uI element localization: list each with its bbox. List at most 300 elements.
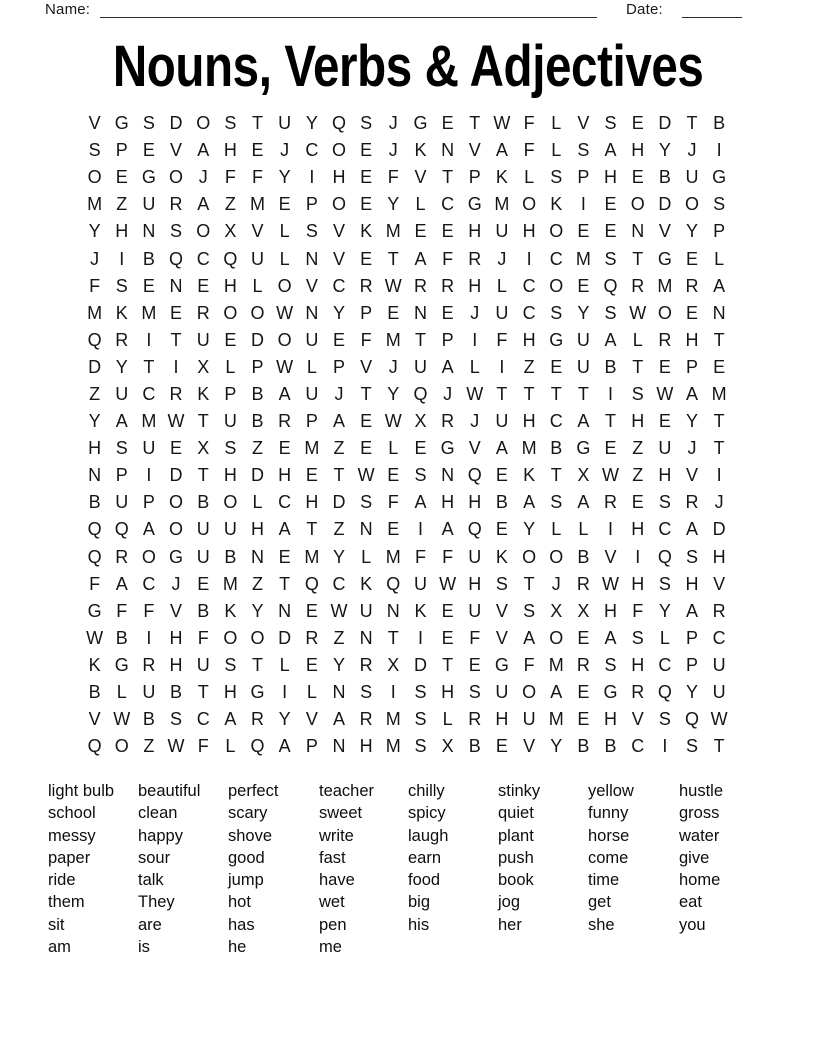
word-item: light bulb	[48, 782, 115, 800]
grid-letter: L	[714, 248, 725, 269]
grid-letter: E	[414, 438, 427, 459]
grid-letter: C	[196, 709, 210, 730]
grid-letter: Q	[685, 709, 700, 730]
grid-letter: T	[713, 438, 725, 459]
grid-letter: I	[417, 519, 423, 540]
grid-letter: Z	[632, 465, 644, 486]
grid-letter: M	[548, 709, 564, 730]
grid-letter: H	[604, 600, 618, 621]
grid-letter: L	[578, 519, 589, 540]
grid-letter: U	[495, 221, 509, 242]
grid-letter: Y	[332, 302, 345, 323]
grid-letter: T	[577, 383, 589, 404]
grid-letter: J	[198, 167, 208, 188]
word-list-column	[48, 780, 138, 958]
grid-letter: J	[470, 411, 480, 432]
grid-letter: S	[604, 654, 617, 675]
grid-letter: V	[414, 167, 427, 188]
grid-letter: N	[169, 275, 183, 296]
word-item: school	[48, 804, 96, 823]
grid-letter: U	[142, 682, 156, 703]
grid-letter: E	[414, 221, 427, 242]
grid-letter: M	[657, 275, 673, 296]
grid-letter: O	[250, 302, 265, 323]
grid-letter: C	[441, 194, 455, 215]
grid-letter: W	[167, 736, 185, 757]
word-list-column	[228, 780, 319, 958]
grid-letter: F	[496, 329, 508, 350]
grid-letter: S	[713, 194, 726, 215]
grid-letter: B	[577, 546, 590, 567]
grid-letter: L	[225, 356, 236, 377]
grid-letter: P	[305, 194, 318, 215]
grid-letter: V	[604, 546, 617, 567]
grid-letter: O	[277, 275, 292, 296]
grid-letter: P	[142, 492, 155, 513]
grid-letter: A	[523, 492, 536, 513]
grid-letter: T	[197, 682, 209, 703]
grid-letter: M	[250, 194, 266, 215]
word-item: are	[138, 915, 162, 934]
grid-letter: I	[309, 167, 315, 188]
grid-letter: X	[550, 600, 563, 621]
grid-letter: L	[306, 682, 317, 703]
word-item: has	[228, 915, 255, 934]
grid-letter: J	[171, 573, 181, 594]
grid-letter: J	[687, 438, 697, 459]
grid-letter: U	[576, 329, 590, 350]
grid-letter: A	[523, 627, 536, 648]
grid-letter: R	[413, 275, 427, 296]
date-blank-line	[682, 17, 742, 18]
grid-letter: C	[142, 573, 156, 594]
grid-letter: L	[225, 736, 236, 757]
grid-letter: U	[685, 167, 699, 188]
grid-letter: Z	[333, 627, 345, 648]
grid-letter: M	[141, 411, 157, 432]
grid-letter: A	[604, 627, 617, 648]
grid-letter: S	[658, 709, 671, 730]
grid-letter: T	[713, 411, 725, 432]
grid-letter: D	[278, 627, 292, 648]
word-item: push	[498, 848, 534, 867]
grid-letter: M	[385, 329, 401, 350]
grid-letter: L	[632, 329, 643, 350]
grid-letter: S	[577, 140, 590, 161]
grid-letter: R	[278, 411, 292, 432]
grid-letter: G	[440, 438, 455, 459]
grid-letter: W	[167, 411, 185, 432]
grid-letter: G	[250, 682, 265, 703]
word-item: is	[138, 938, 150, 957]
grid-letter: E	[387, 465, 400, 486]
grid-letter: A	[495, 438, 508, 459]
grid-letter: W	[384, 411, 402, 432]
grid-letter: W	[276, 356, 294, 377]
grid-letter: T	[333, 465, 345, 486]
word-item: They	[138, 893, 175, 912]
word-item: he	[228, 938, 247, 957]
grid-letter: Q	[304, 573, 319, 594]
grid-letter: S	[115, 275, 128, 296]
grid-letter: N	[88, 465, 102, 486]
grid-letter: S	[523, 600, 536, 621]
grid-letter: J	[551, 573, 561, 594]
grid-letter: E	[686, 302, 699, 323]
grid-letter: E	[468, 654, 481, 675]
word-item: happy	[138, 826, 183, 845]
grid-letter: U	[251, 248, 265, 269]
word-item: them	[48, 893, 85, 912]
grid-letter: M	[521, 438, 537, 459]
grid-letter: H	[685, 573, 699, 594]
grid-letter: N	[359, 627, 373, 648]
grid-letter: N	[305, 248, 319, 269]
grid-letter: B	[197, 492, 210, 513]
grid-letter: T	[713, 736, 725, 757]
grid-letter: A	[495, 140, 508, 161]
grid-letter: R	[251, 709, 265, 730]
word-item: stinky	[498, 782, 541, 800]
grid-letter: T	[197, 411, 209, 432]
grid-letter: M	[222, 573, 238, 594]
grid-letter: E	[170, 302, 183, 323]
grid-letter: Z	[333, 438, 345, 459]
grid-letter: P	[713, 221, 726, 242]
grid-letter: H	[522, 221, 536, 242]
grid-letter: K	[414, 140, 427, 161]
grid-letter: S	[414, 682, 427, 703]
grid-letter: Z	[89, 383, 101, 404]
grid-letter: C	[332, 275, 346, 296]
grid-letter: H	[359, 736, 373, 757]
grid-letter: Y	[523, 519, 536, 540]
grid-letter: N	[386, 600, 400, 621]
word-item: laugh	[408, 826, 449, 845]
grid-letter: H	[631, 140, 645, 161]
grid-letter: X	[387, 654, 400, 675]
grid-letter: A	[278, 736, 291, 757]
word-item: his	[408, 915, 430, 934]
grid-letter: A	[115, 573, 128, 594]
grid-letter: N	[332, 682, 346, 703]
grid-letter: L	[496, 275, 507, 296]
word-item: perfect	[228, 782, 279, 800]
grid-letter: N	[251, 546, 265, 567]
grid-letter: T	[469, 113, 481, 134]
grid-letter: U	[576, 356, 590, 377]
word-item: food	[408, 871, 441, 890]
grid-letter: H	[685, 329, 699, 350]
grid-letter: T	[496, 383, 508, 404]
grid-letter: S	[360, 113, 373, 134]
grid-letter: O	[169, 167, 184, 188]
grid-letter: G	[114, 654, 129, 675]
grid-letter: L	[279, 654, 290, 675]
grid-letter: I	[119, 248, 125, 269]
grid-letter: Q	[603, 275, 618, 296]
grid-letter: C	[549, 411, 563, 432]
grid-letter: V	[305, 275, 318, 296]
grid-letter: E	[441, 113, 454, 134]
grid-letter: D	[251, 465, 265, 486]
grid-letter: Z	[252, 573, 264, 594]
grid-letter: H	[115, 221, 129, 242]
grid-letter: A	[278, 383, 291, 404]
grid-letter: I	[526, 248, 532, 269]
grid-letter: V	[631, 709, 644, 730]
grid-letter: O	[549, 546, 564, 567]
grid-letter: L	[388, 438, 399, 459]
grid-letter: H	[88, 438, 102, 459]
grid-letter: Y	[658, 600, 671, 621]
grid-letter: D	[88, 356, 102, 377]
grid-letter: Q	[87, 329, 102, 350]
grid-letter: T	[279, 573, 291, 594]
grid-letter: V	[686, 465, 699, 486]
word-item: sweet	[319, 804, 363, 823]
grid-letter: W	[330, 600, 348, 621]
grid-letter: O	[549, 627, 564, 648]
grid-letter: R	[359, 709, 373, 730]
grid-letter: S	[360, 682, 373, 703]
grid-letter: F	[252, 167, 264, 188]
grid-letter: Q	[657, 682, 672, 703]
grid-letter: T	[414, 329, 426, 350]
grid-letter: H	[441, 492, 455, 513]
grid-letter: H	[522, 329, 536, 350]
grid-letter: O	[549, 221, 564, 242]
grid-letter: F	[442, 546, 454, 567]
grid-letter: R	[658, 329, 672, 350]
word-item: hustle	[679, 782, 724, 800]
grid-letter: F	[89, 275, 101, 296]
grid-letter: H	[441, 682, 455, 703]
grid-letter: S	[686, 736, 699, 757]
word-item: earn	[408, 848, 442, 867]
word-list-column	[588, 780, 679, 936]
grid-letter: S	[658, 573, 671, 594]
grid-letter: X	[441, 736, 454, 757]
word-item: messy	[48, 826, 96, 845]
grid-letter: W	[86, 627, 104, 648]
grid-letter: S	[88, 140, 101, 161]
grid-letter: J	[388, 356, 398, 377]
grid-letter: E	[278, 194, 291, 215]
grid-letter: B	[604, 356, 617, 377]
grid-letter: Q	[87, 546, 102, 567]
grid-letter: Y	[332, 546, 345, 567]
word-item: sour	[138, 848, 171, 867]
grid-letter: T	[442, 167, 454, 188]
grid-letter: V	[523, 736, 536, 757]
grid-letter: S	[305, 221, 318, 242]
word-item: good	[228, 848, 265, 867]
grid-letter: N	[441, 140, 455, 161]
grid-letter: B	[658, 167, 671, 188]
grid-letter: I	[173, 356, 179, 377]
grid-letter: S	[604, 302, 617, 323]
grid-letter: F	[360, 329, 372, 350]
grid-letter: R	[169, 383, 183, 404]
grid-letter: U	[196, 654, 210, 675]
grid-letter: D	[169, 113, 183, 134]
word-item: wet	[319, 893, 345, 912]
grid-letter: A	[686, 600, 699, 621]
grid-letter: R	[359, 654, 373, 675]
grid-letter: B	[713, 113, 726, 134]
grid-letter: U	[196, 546, 210, 567]
grid-letter: A	[550, 682, 563, 703]
grid-letter: E	[713, 356, 726, 377]
grid-letter: Z	[116, 194, 128, 215]
grid-letter: U	[278, 113, 292, 134]
grid-letter: P	[115, 465, 128, 486]
grid-letter: U	[712, 682, 726, 703]
grid-letter: G	[603, 682, 618, 703]
grid-letter: H	[278, 465, 292, 486]
grid-letter: N	[712, 302, 726, 323]
word-item: home	[679, 871, 721, 890]
grid-letter: J	[470, 302, 480, 323]
grid-letter: U	[115, 383, 129, 404]
grid-letter: Y	[251, 600, 264, 621]
word-item: beautiful	[138, 782, 201, 800]
grid-letter: E	[305, 465, 318, 486]
grid-letter: N	[359, 519, 373, 540]
grid-letter: E	[577, 709, 590, 730]
grid-letter: I	[716, 140, 722, 161]
grid-letter: H	[658, 465, 672, 486]
grid-letter: S	[414, 465, 427, 486]
grid-letter: O	[114, 736, 129, 757]
grid-letter: M	[711, 383, 727, 404]
grid-letter: S	[658, 492, 671, 513]
grid-letter: G	[467, 194, 482, 215]
grid-letter: V	[88, 113, 101, 134]
word-item: paper	[48, 848, 91, 867]
grid-letter: V	[251, 221, 264, 242]
grid-letter: U	[223, 411, 237, 432]
grid-letter: T	[713, 329, 725, 350]
grid-letter: G	[576, 438, 591, 459]
grid-letter: D	[332, 492, 346, 513]
grid-letter: A	[142, 519, 155, 540]
grid-letter: E	[441, 221, 454, 242]
grid-letter: O	[549, 275, 564, 296]
grid-letter: W	[656, 383, 674, 404]
grid-letter: P	[305, 736, 318, 757]
grid-letter: O	[169, 519, 184, 540]
grid-letter: G	[413, 113, 428, 134]
grid-letter: B	[468, 736, 481, 757]
grid-letter: S	[686, 546, 699, 567]
grid-letter: E	[360, 167, 373, 188]
word-item: jump	[228, 871, 264, 890]
grid-letter: S	[414, 709, 427, 730]
grid-letter: Q	[467, 519, 482, 540]
grid-letter: I	[608, 519, 614, 540]
grid-letter: J	[687, 140, 697, 161]
grid-letter: V	[360, 356, 373, 377]
grid-letter: I	[635, 546, 641, 567]
grid-letter: O	[169, 492, 184, 513]
grid-letter: G	[114, 113, 129, 134]
grid-letter: R	[712, 600, 726, 621]
word-item: yellow	[588, 782, 634, 800]
grid-letter: O	[223, 492, 238, 513]
grid-letter: G	[657, 248, 672, 269]
grid-letter: X	[577, 600, 590, 621]
grid-letter: L	[279, 221, 290, 242]
grid-letter: O	[331, 140, 346, 161]
grid-letter: A	[686, 519, 699, 540]
grid-letter: G	[141, 167, 156, 188]
grid-letter: S	[468, 682, 481, 703]
grid-letter: H	[468, 573, 482, 594]
word-item: big	[408, 893, 431, 912]
grid-letter: H	[305, 492, 319, 513]
grid-letter: M	[548, 654, 564, 675]
grid-letter: L	[415, 194, 426, 215]
grid-letter: R	[305, 627, 319, 648]
grid-letter: M	[385, 546, 401, 567]
grid-letter: E	[441, 302, 454, 323]
grid-letter: B	[115, 627, 128, 648]
grid-letter: X	[224, 221, 237, 242]
grid-letter: F	[143, 600, 155, 621]
grid-letter: J	[388, 113, 398, 134]
grid-letter: Y	[686, 411, 699, 432]
word-search-grid	[81, 110, 733, 760]
grid-letter: P	[251, 356, 264, 377]
grid-letter: K	[88, 654, 101, 675]
grid-letter: N	[142, 221, 156, 242]
grid-letter: E	[577, 682, 590, 703]
grid-letter: T	[197, 465, 209, 486]
grid-letter: W	[276, 302, 294, 323]
grid-letter: T	[442, 654, 454, 675]
grid-letter: L	[524, 167, 535, 188]
grid-letter: A	[686, 383, 699, 404]
grid-letter: H	[169, 627, 183, 648]
grid-letter: O	[223, 627, 238, 648]
grid-letter: F	[523, 654, 535, 675]
grid-letter: J	[388, 140, 398, 161]
grid-letter: S	[170, 221, 183, 242]
grid-letter: T	[170, 329, 182, 350]
grid-letter: U	[468, 546, 482, 567]
grid-letter: I	[146, 329, 152, 350]
word-item: book	[498, 871, 534, 890]
grid-letter: H	[223, 465, 237, 486]
word-item: have	[319, 871, 355, 890]
grid-letter: F	[442, 248, 454, 269]
grid-letter: D	[658, 194, 672, 215]
grid-letter: E	[577, 275, 590, 296]
grid-letter: F	[197, 736, 209, 757]
grid-letter: H	[604, 167, 618, 188]
grid-letter: Y	[332, 654, 345, 675]
grid-letter: H	[604, 709, 618, 730]
grid-letter: N	[413, 302, 427, 323]
grid-letter: C	[142, 383, 156, 404]
grid-letter: C	[196, 248, 210, 269]
grid-letter: F	[523, 113, 535, 134]
grid-letter: V	[170, 600, 183, 621]
word-item: pen	[319, 915, 347, 934]
grid-letter: E	[658, 356, 671, 377]
